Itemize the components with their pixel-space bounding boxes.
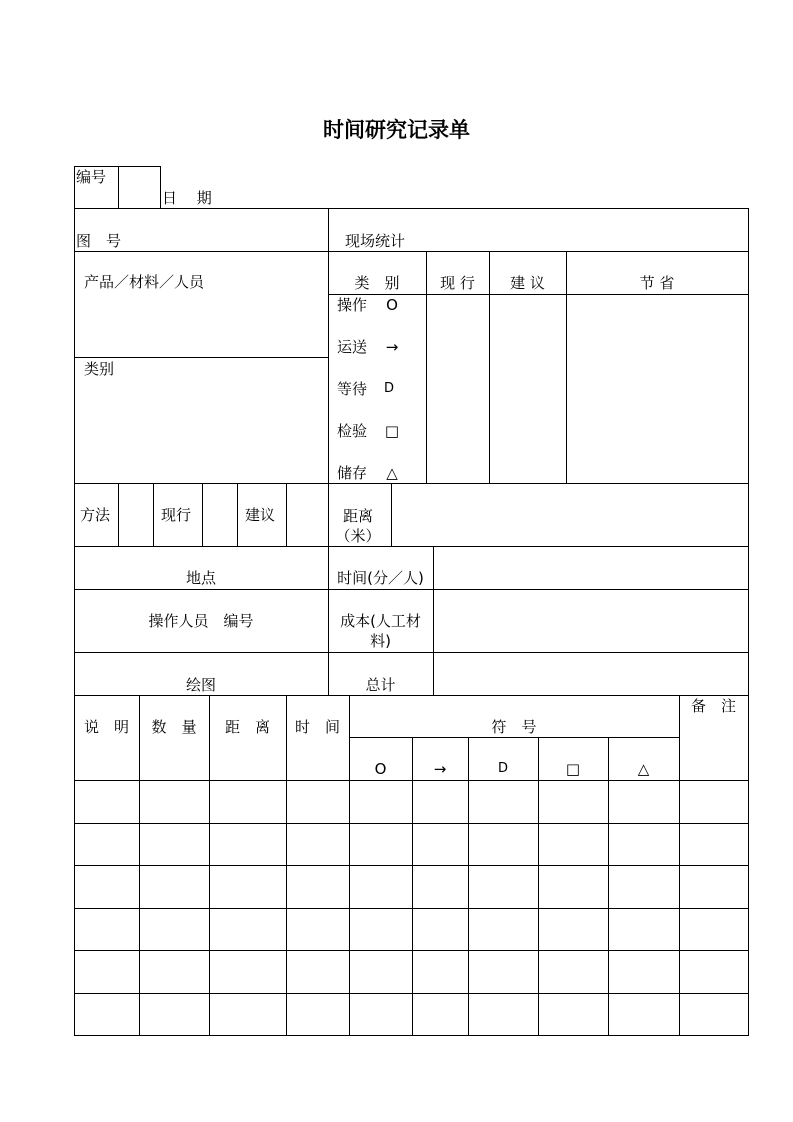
symbol-label-storage: 储存 [337, 464, 368, 482]
drawing-label: 绘图 [185, 676, 216, 694]
location-label: 地点 [185, 569, 216, 587]
serial-no-label: 编号 [76, 168, 107, 186]
col-desc-header: 说 明 [83, 718, 129, 736]
current-label: 现行 [161, 506, 192, 524]
wait-symbol-icon: D [383, 381, 394, 396]
transport-arrow-icon: → [385, 338, 399, 356]
category-label: 类别 [84, 360, 115, 378]
inspect-square-icon: □ [384, 422, 400, 440]
symbol-label-inspect: 检验 [337, 422, 368, 440]
col-proposal-header: 建 议 [510, 274, 545, 292]
method-label: 方法 [80, 506, 111, 524]
storage-triangle-icon: △ [637, 760, 650, 778]
distance-label: 距离（米） [335, 507, 381, 545]
page-title: 时间研究记录单 [323, 117, 470, 142]
operator-label: 操作人员 编号 [148, 612, 254, 630]
proposal-label: 建议 [245, 506, 276, 524]
time-label: 时间(分／人) [337, 569, 424, 587]
col-time-header: 时 间 [294, 718, 340, 736]
symbol-label-transport: 运送 [337, 338, 368, 356]
wait-symbol-icon: D [497, 761, 508, 776]
drawing-no-label: 图 号 [76, 232, 122, 250]
col-saving-header: 节 省 [639, 274, 675, 292]
total-label: 总计 [365, 676, 396, 694]
col-remark-header: 备 注 [690, 697, 736, 715]
symbol-label-operation: 操作 [337, 296, 368, 314]
col-symbol-header: 符 号 [491, 718, 537, 736]
site-stats-label: 现场统计 [345, 232, 406, 250]
operation-symbol-icon: O [386, 296, 398, 314]
cost-label: 成本(人工材料) [340, 612, 421, 650]
date-label: 日 期 [162, 189, 212, 207]
product-label: 产品／材料／人员 [84, 273, 205, 291]
storage-triangle-icon: △ [386, 464, 398, 482]
col-qty-header: 数 量 [151, 718, 197, 736]
col-category-header: 类 别 [354, 274, 400, 292]
symbol-label-wait: 等待 [337, 380, 368, 398]
col-current-header: 现 行 [440, 274, 475, 292]
transport-arrow-icon: → [433, 760, 447, 778]
col-dist-header: 距 离 [224, 718, 270, 736]
operation-symbol-icon: O [374, 760, 387, 778]
inspect-square-icon: □ [565, 760, 581, 778]
